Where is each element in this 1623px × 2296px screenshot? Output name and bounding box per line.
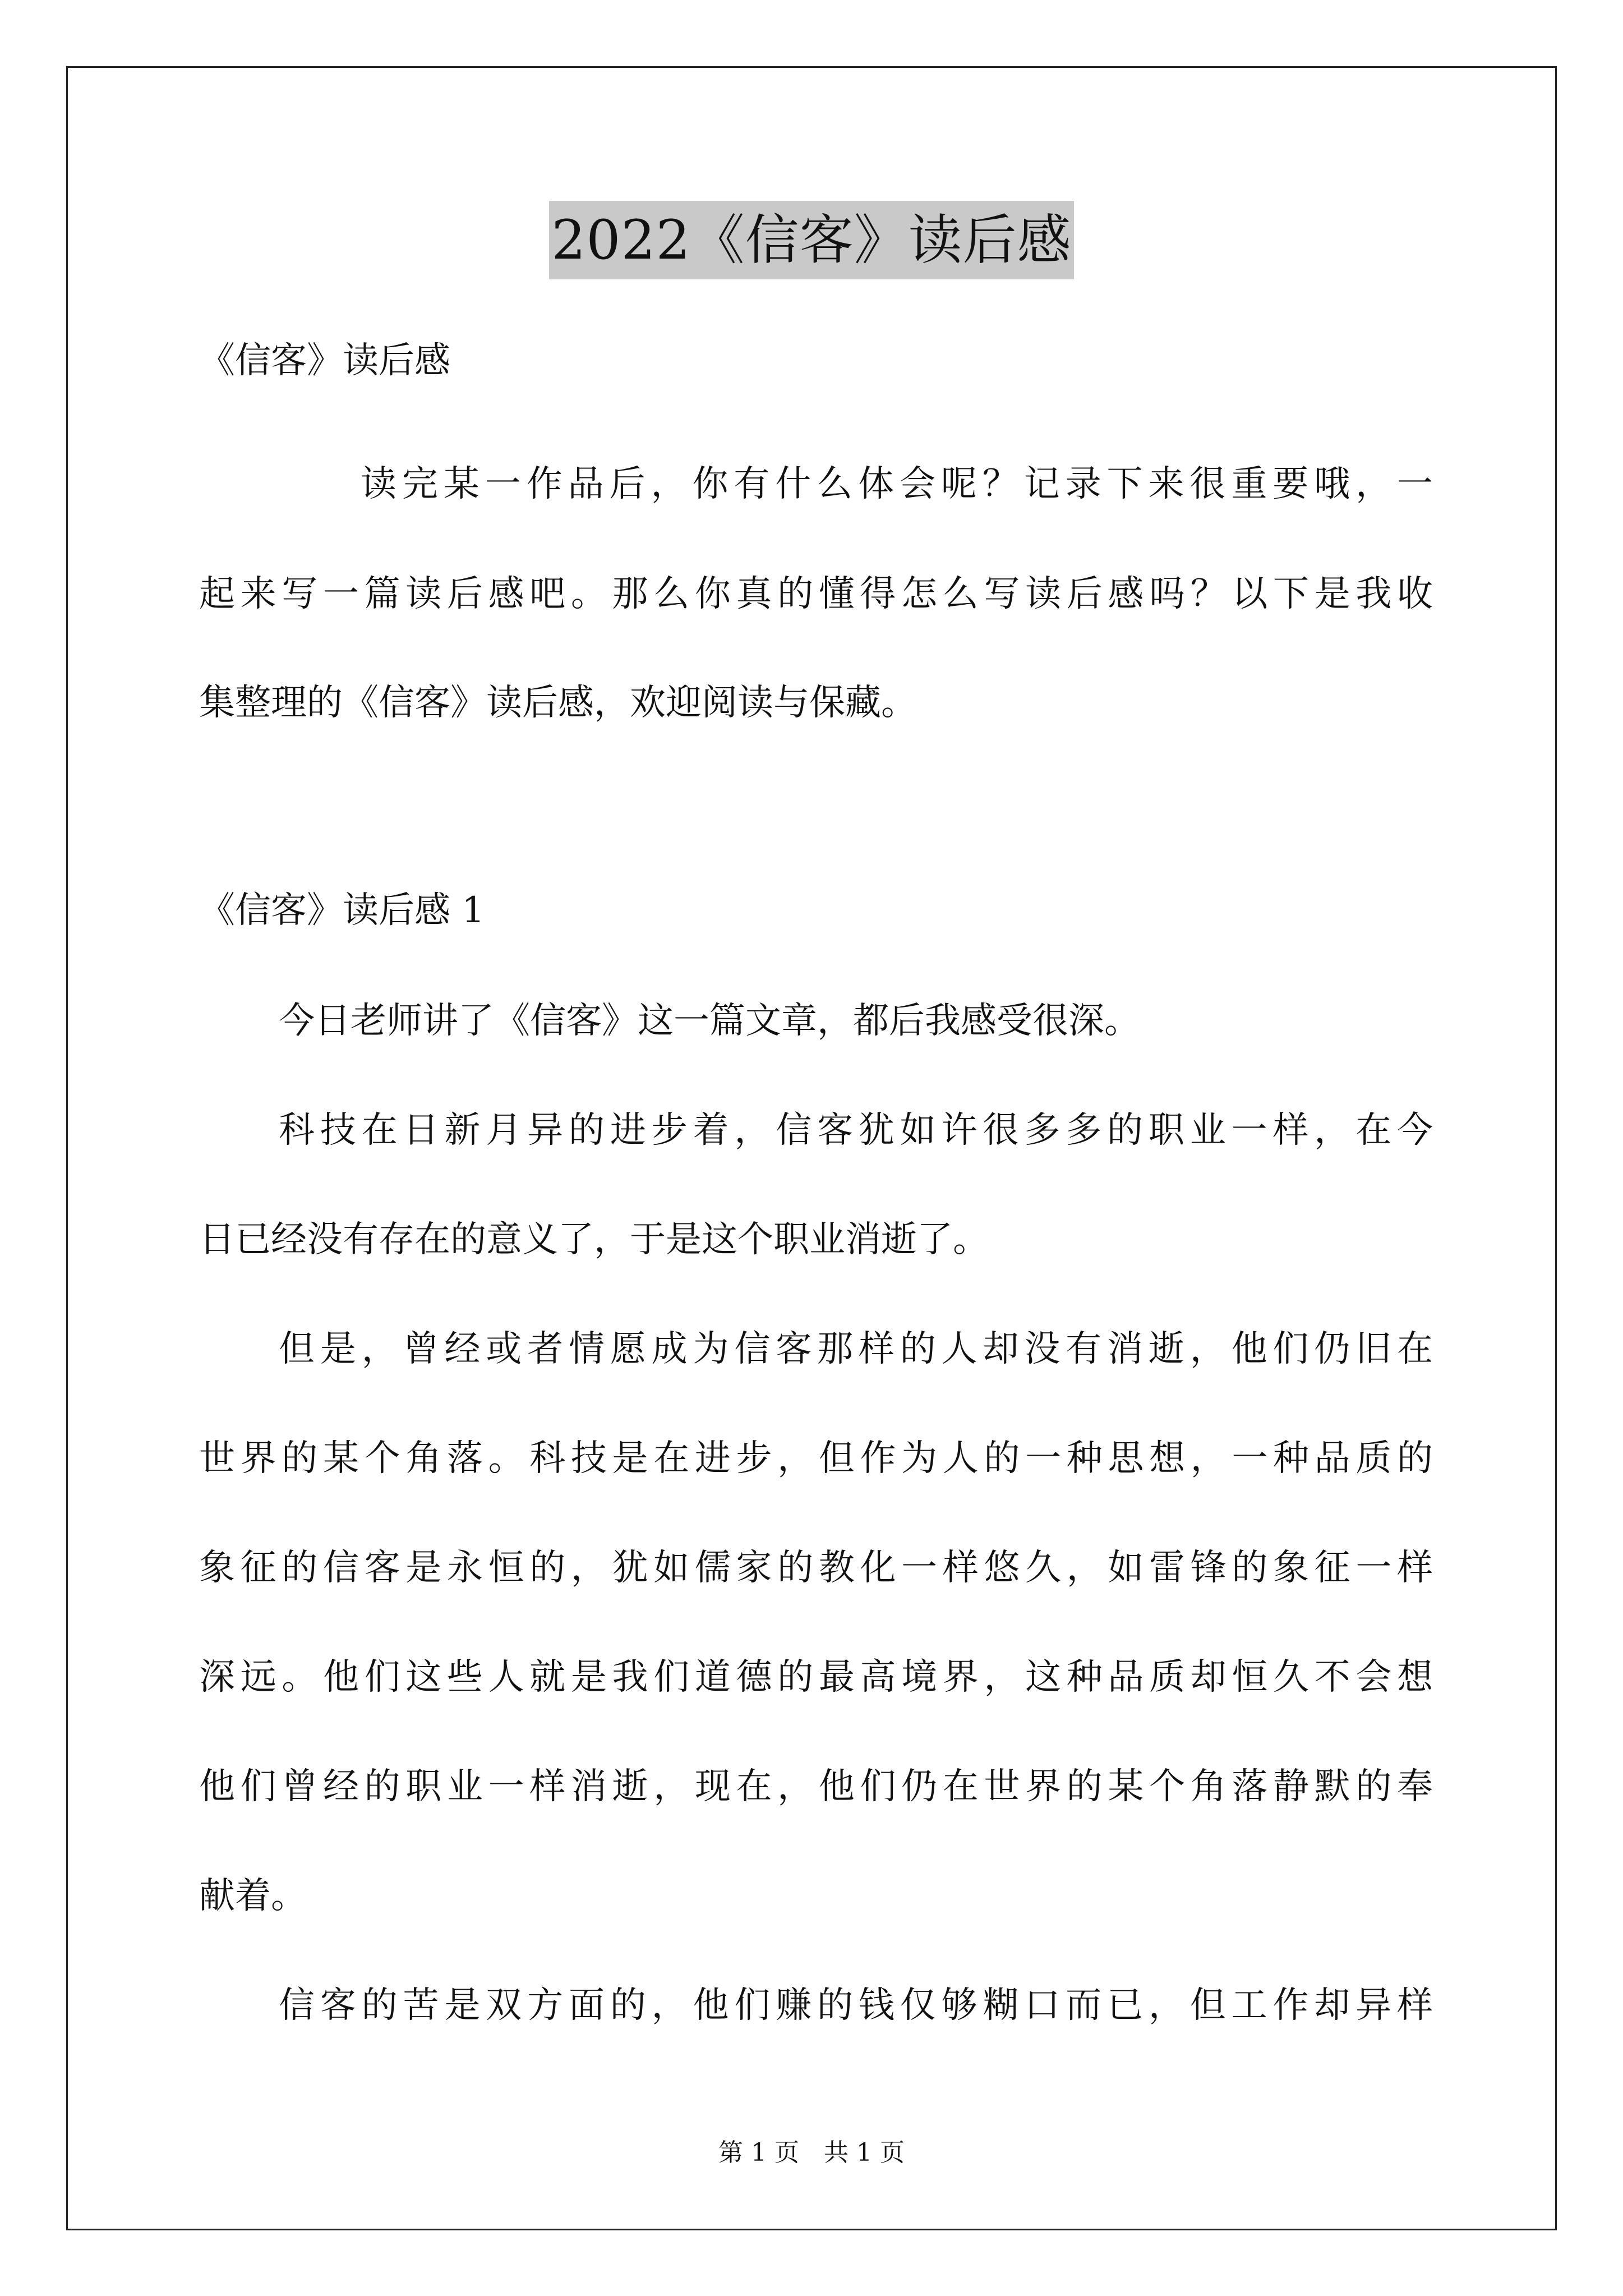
paragraph-line: 但是，曾经或者情愿成为信客那样的人却没有消逝，他们仍旧在: [279, 1328, 1433, 1370]
paragraph-line: 科技在日新月异的进步着，信客犹如许很多多的职业一样，在今: [279, 1110, 1433, 1151]
paragraph-line: 信客的苦是双方面的，他们赚的钱仅够糊口而已，但工作却异样: [279, 1985, 1433, 2026]
document-subtitle: 《信客》读后感: [199, 340, 450, 381]
intro-line: 起来写一篇读后感吧。那么你真的懂得怎么写读后感吗？以下是我收: [199, 573, 1433, 615]
section-heading: 《信客》读后感 1: [199, 890, 485, 931]
paragraph-line: 象征的信客是永恒的，犹如儒家的教化一样悠久，如雷锋的象征一样: [199, 1547, 1433, 1589]
document-title: 2022《信客》读后感: [549, 201, 1073, 279]
paragraph-line: 他们曾经的职业一样消逝，现在，他们仍在世界的某个角落静默的奉: [199, 1766, 1433, 1807]
paragraph-line: 世界的某个角落。科技是在进步，但作为人的一种思想，一种品质的: [199, 1438, 1433, 1479]
paragraph-line: 日已经没有存在的意义了，于是这个职业消逝了。: [199, 1219, 989, 1260]
title-wrap: [0, 201, 1623, 279]
intro-line: 集整理的《信客》读后感，欢迎阅读与保藏。: [199, 682, 917, 724]
paragraph-line: 献着。: [199, 1875, 307, 1917]
page-footer: 第 1 页 共 1 页: [718, 2138, 905, 2167]
paragraph-line: 今日老师讲了《信客》这一篇文章，都后我感受很深。: [279, 1000, 1140, 1042]
intro-line: 读完某一作品后，你有什么体会呢？记录下来很重要哦，一: [361, 463, 1433, 505]
paragraph-line: 深远。他们这些人就是我们道德的最高境界，这种品质却恒久不会想: [199, 1657, 1433, 1698]
